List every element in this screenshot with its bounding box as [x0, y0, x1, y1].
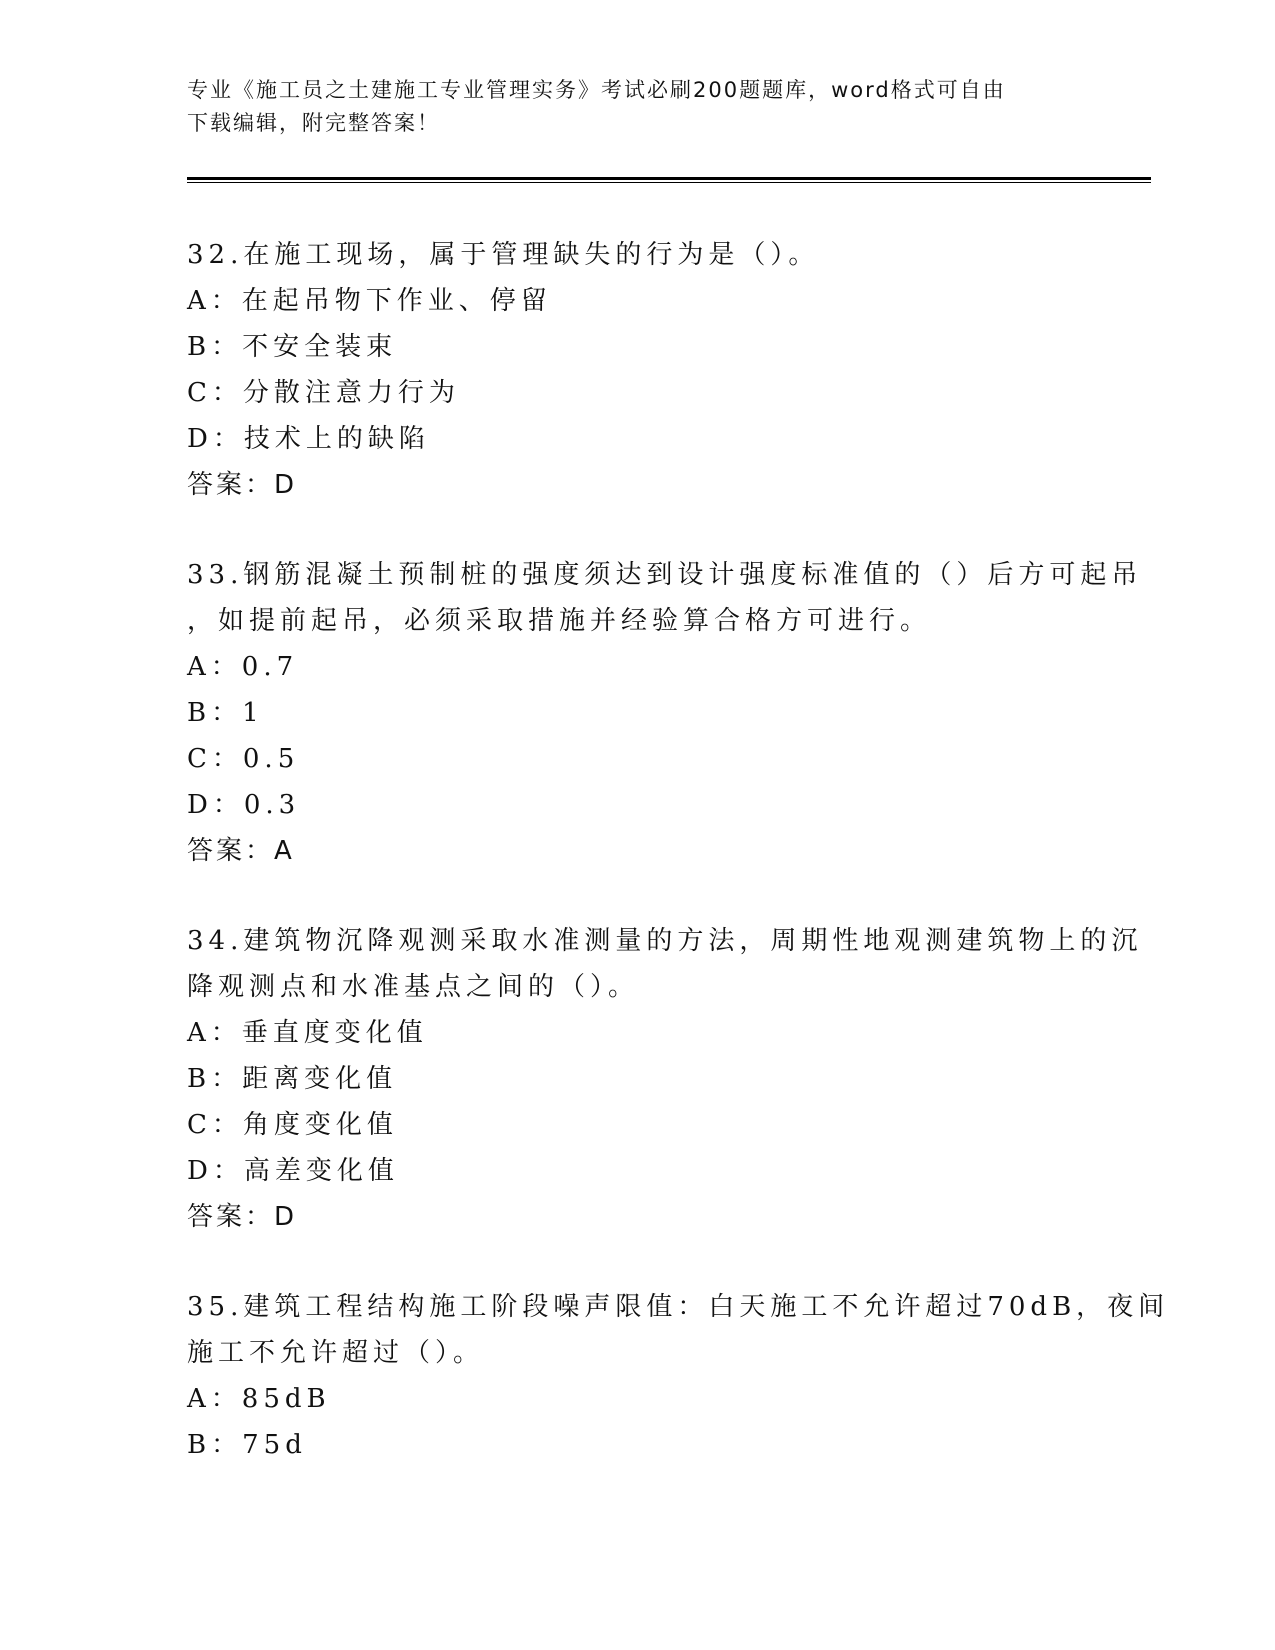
option-a: A：0.7	[187, 652, 299, 682]
document-header	[187, 74, 1067, 140]
header-rule-thin	[187, 182, 1151, 183]
question-34	[187, 918, 1143, 1240]
option-a: A：垂直度变化值	[187, 1018, 428, 1048]
question-stem-continued: ，如提前起吊，必须采取措施并经验算合格方可进行。	[187, 606, 932, 636]
option-d: D：高差变化值	[187, 1156, 399, 1186]
option-c: C：角度变化值	[187, 1110, 398, 1140]
option-d: D：技术上的缺陷	[187, 424, 430, 454]
option-b: B：距离变化值	[187, 1064, 398, 1094]
answer: 答案：D	[187, 470, 298, 500]
option-c: C：0.5	[187, 744, 300, 774]
option-a: A：85dB	[187, 1384, 331, 1414]
question-32	[187, 232, 1087, 508]
option-b: B：不安全装束	[187, 332, 398, 362]
option-b: B：75d	[187, 1430, 307, 1460]
option-c: C：分散注意力行为	[187, 378, 460, 408]
question-stem: 32.在施工现场，属于管理缺失的行为是（）。	[187, 240, 820, 270]
question-stem-continued: 施工不允许超过（）。	[187, 1338, 485, 1368]
option-a: A：在起吊物下作业、停留	[187, 286, 552, 316]
header-rule-thick	[187, 177, 1151, 180]
question-33	[187, 552, 1143, 874]
question-stem-continued: 降观测点和水准基点之间的（）。	[187, 972, 640, 1002]
question-stem: 35.建筑工程结构施工阶段噪声限值：白天施工不允许超过70dB，夜间	[187, 1292, 1170, 1322]
header-line-1: 专业《施工员之土建施工专业管理实务》考试必刷200题题库，word格式可自由	[187, 78, 1006, 102]
question-35	[187, 1284, 1170, 1468]
question-list	[187, 232, 1170, 1512]
option-d: D：0.3	[187, 790, 301, 820]
option-b: B：1	[187, 698, 264, 728]
question-stem: 34.建筑物沉降观测采取水准测量的方法，周期性地观测建筑物上的沉	[187, 926, 1143, 956]
answer: 答案：D	[187, 1202, 298, 1232]
answer: 答案：A	[187, 836, 295, 866]
header-line-2: 下载编辑，附完整答案！	[187, 111, 440, 135]
question-stem: 33.钢筋混凝土预制桩的强度须达到设计强度标准值的（）后方可起吊	[187, 560, 1143, 590]
